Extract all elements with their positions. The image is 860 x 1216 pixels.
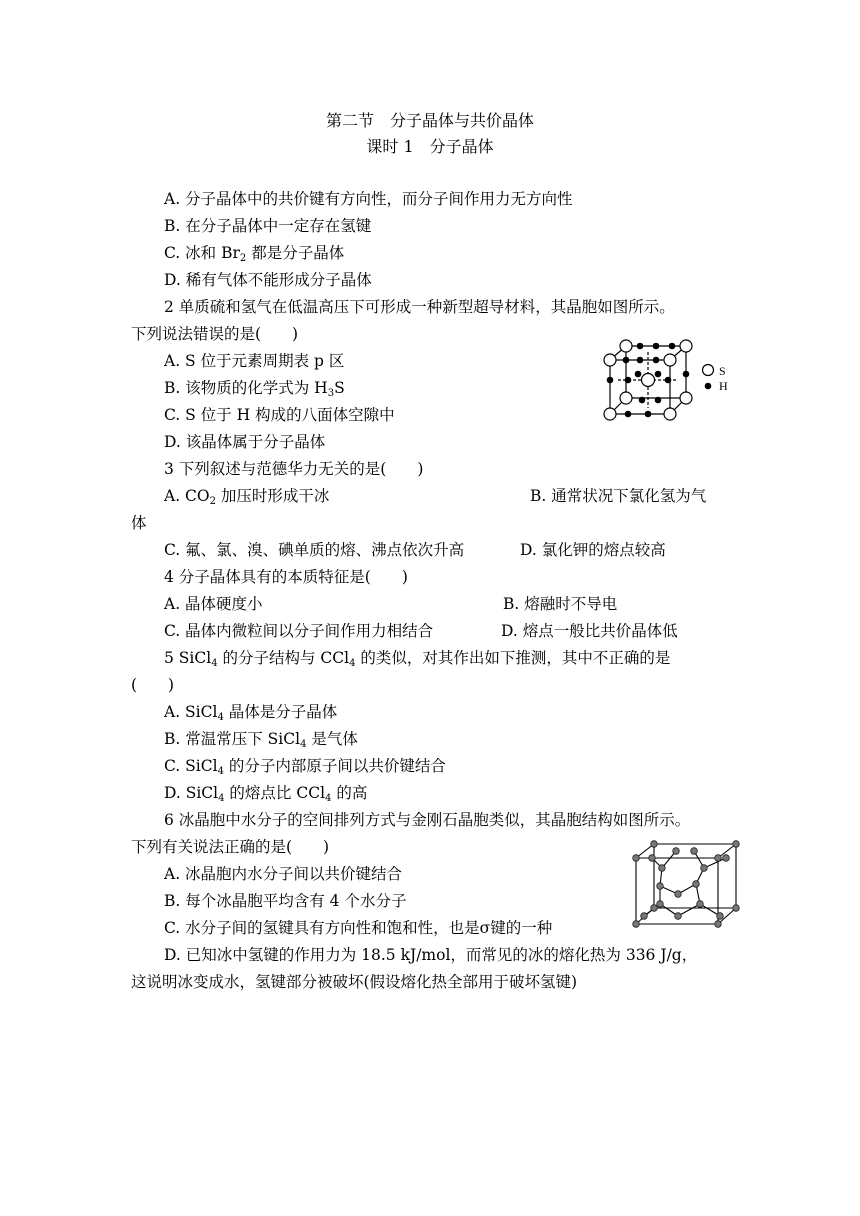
q2-option-d: D. 该晶体属于分子晶体: [164, 433, 326, 451]
q5-option-b: B. 常温常压下 SiCl$_4$ 是气体: [164, 730, 358, 750]
q3-option-b: B. 通常状况下氯化氢为气: [530, 487, 707, 505]
q6-option-d-line2: 这说明冰变成水，氢键部分被破坏(假设熔化热全部用于破坏氢键): [131, 973, 578, 991]
q4-option-b: B. 熔融时不导电: [503, 595, 618, 613]
q6-option-b: B. 每个冰晶胞平均含有 4 个水分子: [164, 892, 407, 910]
q2-option-c: C. S 位于 H 构成的八面体空隙中: [164, 406, 395, 424]
q4-stem: 4 分子晶体具有的本质特征是( ): [164, 568, 408, 586]
q3-option-a: A. $CO_2$ 加压时形成干冰: [164, 487, 330, 507]
section-title: 第二节 分子晶体与共价晶体: [325, 111, 534, 130]
legend-s-marker: [703, 365, 714, 376]
q1-option-a: A. 分子晶体中的共价键有方向性，而分子间作用力无方向性: [164, 190, 573, 208]
q6-option-c: C. 水分子间的氢键具有方向性和饱和性，也是σ键的一种: [164, 919, 553, 937]
h3s-unit-cell-figure: [598, 334, 738, 426]
q5-stem: 5 SiCl$_4$ 的分子结构与 CCl$_4$ 的类似，对其作出如下推测，其中不正确的是: [164, 649, 671, 669]
q1-option-b: B. 在分子晶体中一定存在氢键: [164, 217, 372, 235]
q6-option-a: A. 冰晶胞内水分子间以共价键结合: [164, 865, 403, 883]
q1-option-c: C. 冰和 $Br_2$ 都是分子晶体: [164, 244, 345, 264]
q1-option-d: D. 稀有气体不能形成分子晶体: [164, 271, 372, 289]
q6-option-d-line1: D. 已知冰中氢键的作用力为 18.5 kJ/mol，而常见的冰的熔化热为 336 J/g，: [164, 946, 698, 964]
q2-option-b: B. 该物质的化学式为 $H_3S$: [164, 379, 345, 399]
q5-option-c: C. SiCl$_4$ 的分子内部原子间以共价键结合: [164, 757, 446, 777]
q4-option-a: A. 晶体硬度小: [164, 595, 263, 613]
q5-option-a: A. SiCl$_4$ 晶体是分子晶体: [164, 703, 338, 723]
legend-h-label: H: [719, 379, 728, 393]
q3-option-d: D. 氯化钾的熔点较高: [520, 541, 666, 559]
q5-option-d: D. SiCl$_4$ 的熔点比 CCl$_4$ 的高: [164, 784, 368, 804]
ice-unit-cell-figure: [630, 838, 742, 930]
q5-stem-continued: ( ): [131, 676, 175, 694]
q3-stem: 3 下列叙述与范德华力无关的是( ): [164, 460, 424, 478]
q6-stem-line1: 6 冰晶胞中水分子的空间排列方式与金刚石晶胞类似，其晶胞结构如图所示。: [164, 811, 691, 829]
legend-s-label: S: [719, 364, 726, 378]
q3-option-c: C. 氟、氯、溴、碘单质的熔、沸点依次升高: [164, 541, 465, 559]
q2-stem-line1: 2 单质硫和氢气在低温高压下可形成一种新型超导材料，其晶胞如图所示。: [164, 298, 675, 316]
q2-stem-line2: 下列说法错误的是( ): [131, 325, 299, 343]
legend-h-marker: [705, 383, 712, 390]
lesson-title: 课时 1 分子晶体: [366, 137, 494, 156]
q3-option-b-continued: 体: [131, 514, 147, 532]
q2-option-a: A. S 位于元素周期表 p 区: [164, 352, 345, 370]
q4-option-d: D. 熔点一般比共价晶体低: [501, 622, 678, 640]
q6-stem-line2: 下列有关说法正确的是( ): [131, 838, 330, 856]
q4-option-c: C. 晶体内微粒间以分子间作用力相结合: [164, 622, 434, 640]
